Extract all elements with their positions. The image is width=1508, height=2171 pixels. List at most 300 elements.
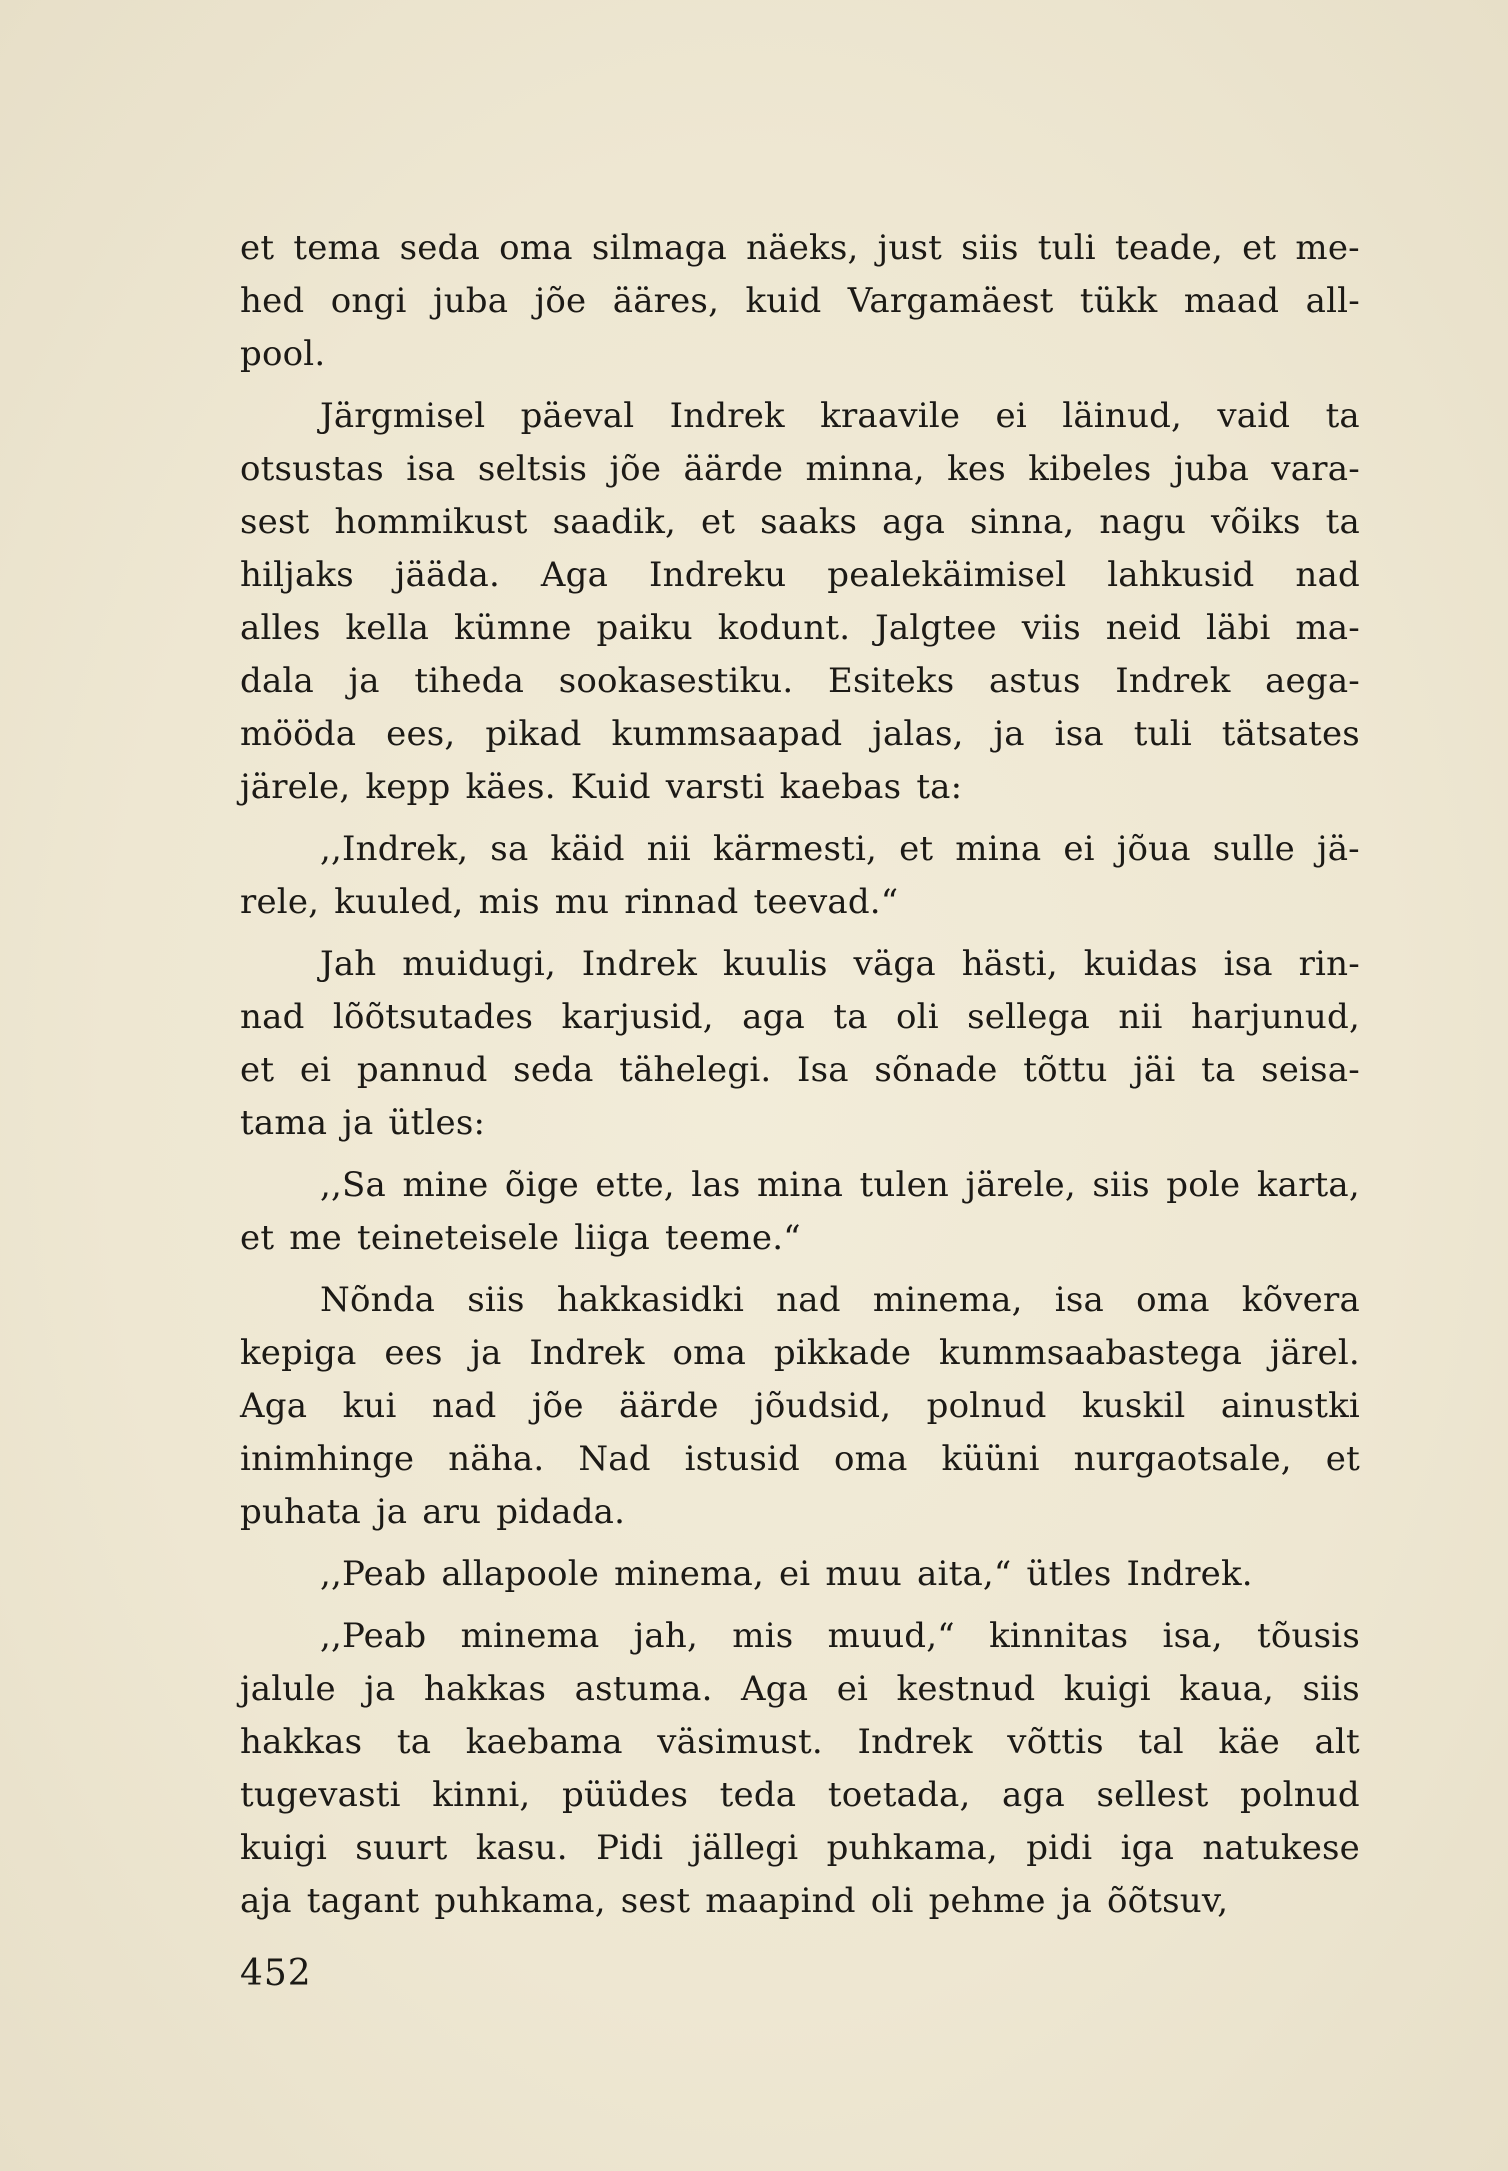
- word: hästi,: [961, 944, 1058, 984]
- paragraph: [240, 1159, 1360, 1265]
- text-line: [240, 761, 1360, 814]
- word: kärmesti,: [712, 829, 878, 869]
- word: ta: [1325, 396, 1360, 436]
- text-line: [240, 1097, 1360, 1150]
- paragraph-gap: [240, 1539, 1360, 1548]
- word: oma: [1136, 1280, 1210, 1320]
- word: ei: [1063, 829, 1095, 869]
- word: kui: [342, 1386, 397, 1426]
- word: aega-: [1265, 661, 1360, 701]
- text-line: [240, 1044, 1360, 1097]
- word: et: [240, 1218, 275, 1258]
- word: sinna,: [970, 502, 1075, 542]
- word: näeks,: [746, 228, 859, 268]
- word: muu: [825, 1554, 903, 1594]
- word: möödа: [240, 714, 357, 754]
- word: silmaga: [591, 228, 728, 268]
- word: nagu: [1099, 502, 1187, 542]
- paragraph-gap: [240, 381, 1360, 390]
- word: nad: [240, 997, 305, 1037]
- word: Pidi: [596, 1828, 664, 1868]
- word: kinnitas: [989, 1616, 1129, 1656]
- text-line: [240, 1663, 1360, 1716]
- word: dala: [240, 661, 314, 701]
- word: kümne: [453, 608, 572, 648]
- word: ees,: [386, 714, 456, 754]
- word: teevad.“: [753, 882, 899, 922]
- word: seda: [399, 228, 480, 268]
- word: Aga: [240, 1386, 308, 1426]
- word: siis: [1092, 1165, 1150, 1205]
- text-line: [240, 496, 1360, 549]
- word: tähelegi.: [619, 1050, 772, 1090]
- word: ees: [384, 1333, 443, 1373]
- word: polnud: [926, 1386, 1047, 1426]
- word: tuli: [1133, 714, 1192, 754]
- word: liiga: [574, 1218, 650, 1258]
- word: Järgmisel: [320, 396, 486, 436]
- paragraph: [240, 823, 1360, 929]
- word: ja: [470, 1333, 502, 1373]
- word: hakkas: [423, 1669, 547, 1709]
- word: tema: [293, 228, 381, 268]
- word: ei: [778, 1554, 811, 1594]
- word: jõua: [1116, 829, 1191, 869]
- paragraph-gap: [240, 1150, 1360, 1159]
- word: pehme: [928, 1881, 1046, 1921]
- word: võttis: [1007, 1722, 1104, 1762]
- word: aga: [882, 502, 946, 542]
- word: inimhinge: [240, 1439, 415, 1479]
- word: äärde: [683, 449, 784, 489]
- word: ,,Indrek,: [320, 829, 469, 869]
- word: kuid: [745, 281, 822, 321]
- word: mina: [756, 1165, 844, 1205]
- word: kummsaabastega: [939, 1333, 1243, 1373]
- word: Indrek: [529, 1333, 645, 1373]
- text-line: [240, 222, 1360, 275]
- word: siis: [1302, 1669, 1360, 1709]
- word: õige: [504, 1165, 579, 1205]
- word: me: [289, 1218, 342, 1258]
- text-line: [240, 823, 1360, 876]
- paragraph: [240, 390, 1360, 814]
- word: kinni,: [432, 1775, 531, 1815]
- paragraph-gap: [240, 814, 1360, 823]
- word: jääda.: [394, 555, 500, 595]
- word: minema,: [614, 1554, 764, 1594]
- word: iga: [1120, 1828, 1175, 1868]
- word: Aga: [741, 1669, 809, 1709]
- word: ei: [836, 1669, 869, 1709]
- word: juba: [1173, 449, 1250, 489]
- word: mu: [554, 882, 610, 922]
- word: kummsaapad: [611, 714, 843, 754]
- word: Jah: [320, 944, 377, 984]
- word: ja: [1060, 1881, 1092, 1921]
- word: et: [240, 228, 275, 268]
- text-line: [240, 655, 1360, 708]
- word: hed: [240, 281, 305, 321]
- word: istusid: [684, 1439, 801, 1479]
- word: et: [240, 1050, 275, 1090]
- word: tiheda: [414, 661, 525, 701]
- word: suurt: [355, 1828, 448, 1868]
- word: õõtsuv,: [1106, 1881, 1229, 1921]
- word: ta: [1201, 1050, 1236, 1090]
- word: mine: [402, 1165, 489, 1205]
- page-number: 452: [240, 1953, 312, 1994]
- word: kaua,: [1179, 1669, 1275, 1709]
- word: seltsis: [477, 449, 588, 489]
- word: sellest: [1096, 1775, 1209, 1815]
- word: küüni: [941, 1439, 1040, 1479]
- word: käid: [550, 829, 625, 869]
- word: jalule: [240, 1669, 336, 1709]
- word: aja: [240, 1881, 292, 1921]
- paragraph: [240, 1548, 1360, 1601]
- word: seisa-: [1261, 1050, 1360, 1090]
- word: minema,: [872, 1280, 1023, 1320]
- word: sellega: [967, 997, 1091, 1037]
- word: ,,Peab: [320, 1616, 427, 1656]
- word: minna,: [805, 449, 925, 489]
- word: ja: [364, 1669, 396, 1709]
- word: käe: [1218, 1722, 1280, 1762]
- word: Indrek.: [1126, 1554, 1253, 1594]
- text-line: [240, 1380, 1360, 1433]
- word: natukese: [1202, 1828, 1360, 1868]
- word: kaebas: [779, 767, 902, 807]
- word: pole: [1166, 1165, 1241, 1205]
- word: Indreku: [648, 555, 787, 595]
- paragraph-gap: [240, 1265, 1360, 1274]
- word: Indrek: [669, 396, 785, 436]
- word: kuulis: [722, 944, 828, 984]
- word: jõudsid,: [754, 1386, 892, 1426]
- word: viis: [1021, 608, 1081, 648]
- word: tõttu: [1023, 1050, 1108, 1090]
- text-line: [240, 938, 1360, 991]
- text-line: [240, 1433, 1360, 1486]
- word: pannud: [356, 1050, 488, 1090]
- word: tagant: [306, 1881, 420, 1921]
- word: nii: [646, 829, 691, 869]
- word: karjusid,: [561, 997, 714, 1037]
- word: et: [1325, 1439, 1360, 1479]
- word: jä-: [1316, 829, 1360, 869]
- word: jõe: [531, 1386, 584, 1426]
- word: sõnade: [874, 1050, 998, 1090]
- word: alles: [240, 608, 321, 648]
- text-line: [240, 1327, 1360, 1380]
- paragraph-gap: [240, 1601, 1360, 1610]
- word: ta: [833, 997, 868, 1037]
- word: nii: [1118, 997, 1163, 1037]
- word: läinud,: [1062, 396, 1183, 436]
- word: tuli: [1037, 228, 1096, 268]
- word: ja: [993, 714, 1025, 754]
- word: aru: [422, 1492, 482, 1532]
- word: oli: [896, 997, 939, 1037]
- word: ainustki: [1220, 1386, 1360, 1426]
- word: et: [1242, 228, 1277, 268]
- word: tama: [240, 1103, 328, 1143]
- word: äärde: [619, 1386, 719, 1426]
- word: juba: [432, 281, 509, 321]
- word: jäi: [1133, 1050, 1176, 1090]
- word: sest: [620, 1881, 691, 1921]
- word: ei: [995, 396, 1027, 436]
- word: isa,: [1162, 1616, 1223, 1656]
- text-line: [240, 1716, 1360, 1769]
- word: teeme.“: [664, 1218, 801, 1258]
- word: toetada,: [827, 1775, 971, 1815]
- word: astus: [988, 661, 1081, 701]
- word: Kuid: [570, 767, 651, 807]
- word: puhkama,: [826, 1828, 998, 1868]
- word: jõe: [609, 449, 662, 489]
- text-line: [240, 390, 1360, 443]
- text-line: [240, 1548, 1360, 1601]
- word: pool.: [240, 334, 326, 374]
- word: kepiga: [240, 1333, 357, 1373]
- word: ta: [396, 1722, 432, 1762]
- word: kõvera: [1241, 1280, 1360, 1320]
- text-line: [240, 1486, 1360, 1539]
- word: ,,Peab: [320, 1554, 427, 1594]
- word: Isa: [797, 1050, 849, 1090]
- word: näha.: [448, 1439, 545, 1479]
- word: kodunt.: [717, 608, 851, 648]
- word: pealekäimisel: [827, 555, 1067, 595]
- word: saadik,: [552, 502, 677, 542]
- paragraph: [240, 1274, 1360, 1539]
- word: Indrek: [1115, 661, 1231, 701]
- word: aga: [742, 997, 805, 1037]
- text-line: [240, 876, 1360, 929]
- word: nurgaotsale,: [1073, 1439, 1292, 1479]
- word: teda: [719, 1775, 797, 1815]
- word: me-: [1295, 228, 1360, 268]
- word: ja: [348, 661, 380, 701]
- word: Vargamäest: [847, 281, 1054, 321]
- word: mis: [732, 1616, 794, 1656]
- word: ääres,: [612, 281, 720, 321]
- word: jällegi: [691, 1828, 799, 1868]
- text-line: [240, 443, 1360, 496]
- word: vara-: [1271, 449, 1360, 489]
- word: ja: [375, 1492, 408, 1532]
- word: maapind: [705, 1881, 856, 1921]
- word: muidugi,: [402, 944, 556, 984]
- word: seda: [513, 1050, 594, 1090]
- paragraph: [240, 938, 1360, 1150]
- word: astuma.: [574, 1669, 713, 1709]
- word: rele,: [240, 882, 320, 922]
- word: ta:: [916, 767, 963, 807]
- word: tätsates: [1221, 714, 1360, 754]
- word: tulen: [859, 1165, 949, 1205]
- word: hakkasidki: [556, 1280, 745, 1320]
- word: päeval: [520, 396, 635, 436]
- word: Nad: [578, 1439, 651, 1479]
- word: isa: [1223, 944, 1273, 984]
- word: tugevasti: [240, 1775, 401, 1815]
- paragraph: [240, 222, 1360, 381]
- word: jõe: [534, 281, 587, 321]
- word: oma: [672, 1333, 747, 1373]
- word: kasu.: [475, 1828, 568, 1868]
- word: tõusis: [1256, 1616, 1360, 1656]
- text-line: [240, 1822, 1360, 1875]
- word: kuskil: [1081, 1386, 1186, 1426]
- word: ei: [299, 1050, 332, 1090]
- word: jalas,: [872, 714, 964, 754]
- word: Indrek: [581, 944, 698, 984]
- word: neid: [1105, 608, 1182, 648]
- word: väsimust.: [657, 1722, 823, 1762]
- word: teade,: [1115, 228, 1223, 268]
- word: lahkusid: [1107, 555, 1255, 595]
- word: ongi: [330, 281, 407, 321]
- word: aita,“: [917, 1554, 1012, 1594]
- text-line: [240, 549, 1360, 602]
- word: vaid: [1217, 396, 1291, 436]
- word: kes: [947, 449, 1006, 489]
- word: ütles: [1026, 1554, 1112, 1594]
- word: kuigi: [240, 1828, 328, 1868]
- word: järele,: [240, 767, 351, 807]
- word: mina: [955, 829, 1042, 869]
- word: teineteisele: [356, 1218, 560, 1258]
- word: Aga: [540, 555, 609, 595]
- word: siis: [467, 1280, 525, 1320]
- text-line: [240, 1274, 1360, 1327]
- word: kuuled,: [334, 882, 464, 922]
- word: siis: [961, 228, 1019, 268]
- word: võiks: [1211, 502, 1301, 542]
- word: kuigi: [1063, 1669, 1151, 1709]
- word: oma: [499, 228, 573, 268]
- word: isa: [406, 449, 456, 489]
- word: hakkas: [240, 1722, 363, 1762]
- word: aga: [1002, 1775, 1065, 1815]
- word: isa: [1054, 714, 1104, 754]
- word: minema: [460, 1616, 600, 1656]
- word: et: [700, 502, 736, 542]
- word: pikad: [485, 714, 582, 754]
- word: käes.: [465, 767, 556, 807]
- word: Indrek: [857, 1722, 973, 1762]
- word: et: [899, 829, 934, 869]
- word: puhkama,: [434, 1881, 606, 1921]
- word: tal: [1138, 1722, 1184, 1762]
- word: pikkade: [773, 1333, 912, 1373]
- word: lõõtsutades: [332, 997, 534, 1037]
- text-line: [240, 328, 1360, 381]
- word: saaks: [760, 502, 858, 542]
- word: kepp: [365, 767, 451, 807]
- word: all-: [1305, 281, 1360, 321]
- word: otsustas: [240, 449, 384, 489]
- word: püüdes: [562, 1775, 689, 1815]
- word: muud,“: [827, 1616, 955, 1656]
- text-line: [240, 602, 1360, 655]
- word: paiku: [596, 608, 693, 648]
- word: väga: [853, 944, 936, 984]
- word: varsti: [665, 767, 765, 807]
- word: just: [877, 228, 943, 268]
- word: las: [691, 1165, 741, 1205]
- word: hommikust: [334, 502, 528, 542]
- word: mis: [478, 882, 540, 922]
- word: jah,: [633, 1616, 698, 1656]
- word: sest: [240, 502, 310, 542]
- word: kuidas: [1083, 944, 1198, 984]
- word: Jalgtee: [875, 608, 997, 648]
- word: rinnad: [624, 882, 739, 922]
- text-line: [240, 991, 1360, 1044]
- word: sulle: [1212, 829, 1295, 869]
- word: ,,Sa: [320, 1165, 386, 1205]
- word: ütles:: [388, 1103, 486, 1143]
- paragraph-gap: [240, 929, 1360, 938]
- text-line: [240, 1159, 1360, 1212]
- word: polnud: [1240, 1775, 1360, 1815]
- word: maad: [1183, 281, 1280, 321]
- word: kella: [345, 608, 430, 648]
- word: oli: [870, 1881, 914, 1921]
- word: nad: [1295, 555, 1360, 595]
- text-line: [240, 1875, 1360, 1928]
- word: järel.: [1269, 1333, 1360, 1373]
- word: läbi: [1205, 608, 1271, 648]
- word: kibeles: [1028, 449, 1152, 489]
- word: hiljaks: [240, 555, 354, 595]
- word: kestnud: [896, 1669, 1036, 1709]
- word: Esiteks: [827, 661, 955, 701]
- word: rin-: [1298, 944, 1360, 984]
- text-line: [240, 275, 1360, 328]
- word: karta,: [1256, 1165, 1360, 1205]
- word: kraavile: [820, 396, 961, 436]
- word: oma: [833, 1439, 908, 1479]
- paragraph: [240, 1610, 1360, 1928]
- word: Nõnda: [320, 1280, 436, 1320]
- body-text: [240, 222, 1360, 1928]
- word: ette,: [595, 1165, 675, 1205]
- word: pidi: [1026, 1828, 1093, 1868]
- word: kaebama: [465, 1722, 623, 1762]
- text-line: [240, 1212, 1360, 1265]
- word: harjunud,: [1190, 997, 1360, 1037]
- word: järele,: [965, 1165, 1076, 1205]
- word: sa: [490, 829, 529, 869]
- word: alt: [1314, 1722, 1360, 1762]
- word: ta: [1325, 502, 1360, 542]
- word: sookasestiku.: [558, 661, 794, 701]
- word: nad: [431, 1386, 497, 1426]
- word: allapoole: [441, 1554, 600, 1594]
- word: ma-: [1295, 608, 1360, 648]
- word: puhata: [240, 1492, 361, 1532]
- text-line: [240, 1610, 1360, 1663]
- text-line: [240, 1769, 1360, 1822]
- word: ja: [342, 1103, 374, 1143]
- word: nad: [776, 1280, 841, 1320]
- text-line: [240, 708, 1360, 761]
